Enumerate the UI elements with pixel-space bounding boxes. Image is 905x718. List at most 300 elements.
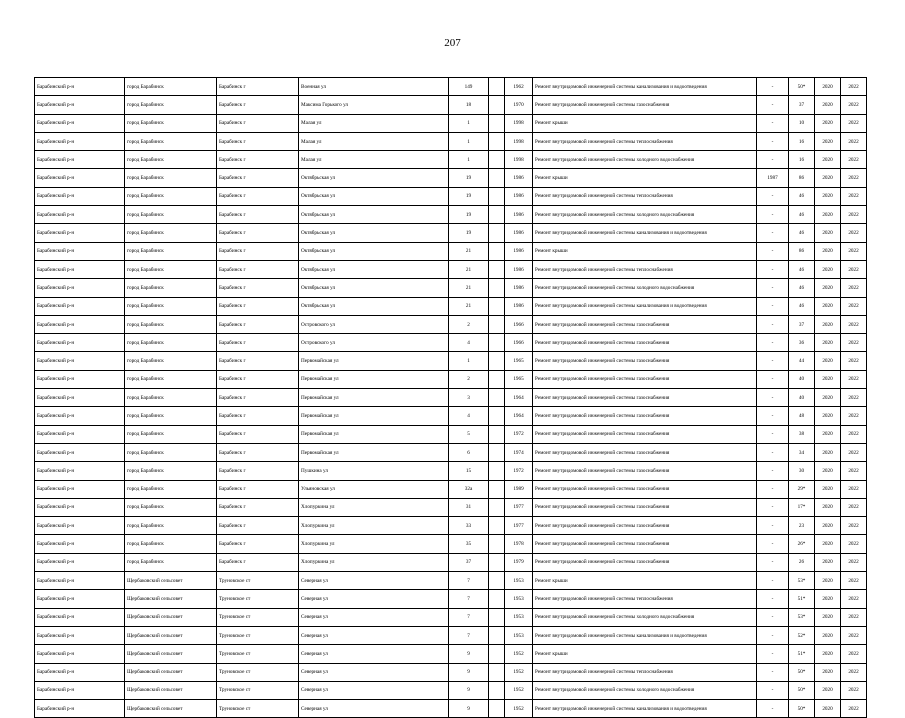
- street-cell: Октябрьская ул: [299, 187, 449, 205]
- work-type-cell: Ремонт внутридомовой инженерной системы газоснабжения: [533, 517, 757, 535]
- end-year-cell: 2022: [841, 626, 867, 644]
- work-type-cell: Ремонт внутридомовой инженерной системы газоснабжения: [533, 535, 757, 553]
- last-repair-year-cell: -: [757, 279, 789, 297]
- house-number-cell: 2: [449, 315, 489, 333]
- municipality-cell: город Барабинск: [125, 535, 217, 553]
- building-cell: [489, 645, 505, 663]
- district-cell: Барабинский р-н: [35, 626, 125, 644]
- house-number-cell: 32а: [449, 480, 489, 498]
- municipality-cell: город Барабинск: [125, 224, 217, 242]
- table-row: [35, 187, 867, 205]
- building-cell: [489, 443, 505, 461]
- building-cell: [489, 425, 505, 443]
- start-year-cell: 2020: [815, 279, 841, 297]
- wear-percent-cell: 16: [789, 151, 815, 169]
- table-row: [35, 700, 867, 718]
- table-row: [35, 132, 867, 150]
- house-number-cell: 21: [449, 279, 489, 297]
- last-repair-year-cell: -: [757, 114, 789, 132]
- house-number-cell: 31: [449, 498, 489, 516]
- work-type-cell: Ремонт внутридомовой инженерной системы газоснабжения: [533, 553, 757, 571]
- street-cell: Первомайская ул: [299, 443, 449, 461]
- work-type-cell: Ремонт внутридомовой инженерной системы теплоснабжения: [533, 590, 757, 608]
- table-row: [35, 389, 867, 407]
- table-row: [35, 462, 867, 480]
- settlement-cell: Барабинск г: [217, 389, 299, 407]
- building-cell: [489, 96, 505, 114]
- last-repair-year-cell: -: [757, 352, 789, 370]
- work-type-cell: Ремонт внутридомовой инженерной системы газоснабжения: [533, 370, 757, 388]
- settlement-cell: Барабинск г: [217, 334, 299, 352]
- end-year-cell: 2022: [841, 535, 867, 553]
- municipality-cell: город Барабинск: [125, 151, 217, 169]
- street-cell: Октябрьская ул: [299, 297, 449, 315]
- settlement-cell: Барабинск г: [217, 260, 299, 278]
- table-row: [35, 590, 867, 608]
- wear-percent-cell: 26*: [789, 535, 815, 553]
- building-cell: [489, 352, 505, 370]
- year-built-cell: 1972: [505, 462, 533, 480]
- start-year-cell: 2020: [815, 334, 841, 352]
- end-year-cell: 2022: [841, 187, 867, 205]
- building-cell: [489, 498, 505, 516]
- year-built-cell: 1972: [505, 425, 533, 443]
- street-cell: Малая ул: [299, 114, 449, 132]
- municipality-cell: город Барабинск: [125, 462, 217, 480]
- municipality-cell: Щербаковский сельсовет: [125, 663, 217, 681]
- table-row: [35, 608, 867, 626]
- district-cell: Барабинский р-н: [35, 151, 125, 169]
- settlement-cell: Барабинск г: [217, 517, 299, 535]
- start-year-cell: 2020: [815, 389, 841, 407]
- end-year-cell: 2022: [841, 608, 867, 626]
- wear-percent-cell: 50*: [789, 78, 815, 96]
- start-year-cell: 2020: [815, 151, 841, 169]
- district-cell: Барабинский р-н: [35, 334, 125, 352]
- wear-percent-cell: 10: [789, 114, 815, 132]
- year-built-cell: 1952: [505, 681, 533, 699]
- last-repair-year-cell: -: [757, 480, 789, 498]
- street-cell: Малая ул: [299, 151, 449, 169]
- work-type-cell: Ремонт крыши: [533, 572, 757, 590]
- municipality-cell: город Барабинск: [125, 352, 217, 370]
- wear-percent-cell: 17*: [789, 498, 815, 516]
- table-row: [35, 315, 867, 333]
- street-cell: Северная ул: [299, 608, 449, 626]
- municipality-cell: город Барабинск: [125, 553, 217, 571]
- year-built-cell: 1986: [505, 297, 533, 315]
- last-repair-year-cell: -: [757, 224, 789, 242]
- work-type-cell: Ремонт внутридомовой инженерной системы холодного водоснабжения: [533, 151, 757, 169]
- start-year-cell: 2020: [815, 663, 841, 681]
- district-cell: Барабинский р-н: [35, 114, 125, 132]
- year-built-cell: 1952: [505, 645, 533, 663]
- street-cell: Островского ул: [299, 315, 449, 333]
- house-number-cell: 19: [449, 206, 489, 224]
- building-cell: [489, 681, 505, 699]
- settlement-cell: Труновское ст: [217, 572, 299, 590]
- start-year-cell: 2020: [815, 260, 841, 278]
- wear-percent-cell: 46: [789, 224, 815, 242]
- start-year-cell: 2020: [815, 114, 841, 132]
- wear-percent-cell: 48: [789, 407, 815, 425]
- street-cell: Первомайская ул: [299, 352, 449, 370]
- work-type-cell: Ремонт крыши: [533, 242, 757, 260]
- settlement-cell: Барабинск г: [217, 370, 299, 388]
- house-number-cell: 1: [449, 352, 489, 370]
- end-year-cell: 2022: [841, 206, 867, 224]
- end-year-cell: 2022: [841, 352, 867, 370]
- municipality-cell: город Барабинск: [125, 132, 217, 150]
- start-year-cell: 2020: [815, 169, 841, 187]
- municipality-cell: город Барабинск: [125, 169, 217, 187]
- municipality-cell: город Барабинск: [125, 443, 217, 461]
- work-type-cell: Ремонт внутридомовой инженерной системы газоснабжения: [533, 334, 757, 352]
- street-cell: Хлопуркина ул: [299, 553, 449, 571]
- district-cell: Барабинский р-н: [35, 645, 125, 663]
- municipality-cell: Щербаковский сельсовет: [125, 608, 217, 626]
- start-year-cell: 2020: [815, 224, 841, 242]
- work-type-cell: Ремонт крыши: [533, 114, 757, 132]
- work-type-cell: Ремонт внутридомовой инженерной системы газоснабжения: [533, 425, 757, 443]
- table-row: [35, 114, 867, 132]
- year-built-cell: 1952: [505, 700, 533, 718]
- end-year-cell: 2022: [841, 553, 867, 571]
- start-year-cell: 2020: [815, 608, 841, 626]
- house-number-cell: 2: [449, 370, 489, 388]
- municipality-cell: город Барабинск: [125, 260, 217, 278]
- district-cell: Барабинский р-н: [35, 517, 125, 535]
- street-cell: Пушкина ул: [299, 462, 449, 480]
- start-year-cell: 2020: [815, 700, 841, 718]
- building-cell: [489, 535, 505, 553]
- table-row: [35, 498, 867, 516]
- last-repair-year-cell: -: [757, 443, 789, 461]
- end-year-cell: 2022: [841, 169, 867, 187]
- building-cell: [489, 590, 505, 608]
- house-number-cell: 19: [449, 224, 489, 242]
- last-repair-year-cell: -: [757, 242, 789, 260]
- work-type-cell: Ремонт внутридомовой инженерной системы канализования и водоотведения: [533, 700, 757, 718]
- settlement-cell: Барабинск г: [217, 242, 299, 260]
- work-type-cell: Ремонт крыши: [533, 645, 757, 663]
- last-repair-year-cell: -: [757, 535, 789, 553]
- wear-percent-cell: 53*: [789, 572, 815, 590]
- settlement-cell: Барабинск г: [217, 498, 299, 516]
- building-cell: [489, 260, 505, 278]
- end-year-cell: 2022: [841, 96, 867, 114]
- start-year-cell: 2020: [815, 352, 841, 370]
- district-cell: Барабинский р-н: [35, 425, 125, 443]
- last-repair-year-cell: -: [757, 498, 789, 516]
- last-repair-year-cell: -: [757, 151, 789, 169]
- municipality-cell: Щербаковский сельсовет: [125, 572, 217, 590]
- settlement-cell: Барабинск г: [217, 206, 299, 224]
- house-number-cell: 4: [449, 334, 489, 352]
- building-cell: [489, 315, 505, 333]
- end-year-cell: 2022: [841, 572, 867, 590]
- year-built-cell: 1998: [505, 114, 533, 132]
- work-type-cell: Ремонт внутридомовой инженерной системы газоснабжения: [533, 443, 757, 461]
- street-cell: Северная ул: [299, 700, 449, 718]
- building-cell: [489, 626, 505, 644]
- table-row: [35, 626, 867, 644]
- settlement-cell: Барабинск г: [217, 279, 299, 297]
- table-row: [35, 681, 867, 699]
- work-type-cell: Ремонт внутридомовой инженерной системы канализования и водоотведения: [533, 297, 757, 315]
- wear-percent-cell: 37: [789, 96, 815, 114]
- street-cell: Островского ул: [299, 334, 449, 352]
- municipality-cell: город Барабинск: [125, 315, 217, 333]
- work-type-cell: Ремонт внутридомовой инженерной системы канализования и водоотведения: [533, 626, 757, 644]
- building-cell: [489, 279, 505, 297]
- building-cell: [489, 407, 505, 425]
- house-number-cell: 37: [449, 553, 489, 571]
- municipality-cell: Щербаковский сельсовет: [125, 700, 217, 718]
- wear-percent-cell: 51*: [789, 645, 815, 663]
- street-cell: Октябрьская ул: [299, 206, 449, 224]
- settlement-cell: Барабинск г: [217, 132, 299, 150]
- year-built-cell: 1978: [505, 535, 533, 553]
- wear-percent-cell: 46: [789, 206, 815, 224]
- table-row: [35, 260, 867, 278]
- last-repair-year-cell: -: [757, 608, 789, 626]
- district-cell: Барабинский р-н: [35, 462, 125, 480]
- street-cell: Ульяновская ул: [299, 480, 449, 498]
- last-repair-year-cell: -: [757, 389, 789, 407]
- street-cell: Октябрьская ул: [299, 224, 449, 242]
- wear-percent-cell: 46: [789, 187, 815, 205]
- street-cell: Первомайская ул: [299, 425, 449, 443]
- wear-percent-cell: 16: [789, 132, 815, 150]
- end-year-cell: 2022: [841, 700, 867, 718]
- house-number-cell: 6: [449, 443, 489, 461]
- table-row: [35, 425, 867, 443]
- municipality-cell: город Барабинск: [125, 407, 217, 425]
- district-cell: Барабинский р-н: [35, 480, 125, 498]
- work-type-cell: Ремонт внутридомовой инженерной системы теплоснабжения: [533, 260, 757, 278]
- last-repair-year-cell: -: [757, 132, 789, 150]
- end-year-cell: 2022: [841, 132, 867, 150]
- work-type-cell: Ремонт внутридомовой инженерной системы газоснабжения: [533, 407, 757, 425]
- start-year-cell: 2020: [815, 187, 841, 205]
- municipality-cell: город Барабинск: [125, 279, 217, 297]
- house-number-cell: 1: [449, 151, 489, 169]
- district-cell: Барабинский р-н: [35, 389, 125, 407]
- work-type-cell: Ремонт внутридомовой инженерной системы газоснабжения: [533, 352, 757, 370]
- start-year-cell: 2020: [815, 498, 841, 516]
- house-number-cell: 4: [449, 407, 489, 425]
- municipality-cell: город Барабинск: [125, 370, 217, 388]
- street-cell: Максима Горького ул: [299, 96, 449, 114]
- year-built-cell: 1986: [505, 224, 533, 242]
- year-built-cell: 1952: [505, 663, 533, 681]
- wear-percent-cell: 86: [789, 242, 815, 260]
- page-number: 207: [444, 37, 461, 49]
- start-year-cell: 2020: [815, 572, 841, 590]
- street-cell: Первомайская ул: [299, 370, 449, 388]
- last-repair-year-cell: -: [757, 96, 789, 114]
- work-type-cell: Ремонт внутридомовой инженерной системы теплоснабжения: [533, 187, 757, 205]
- last-repair-year-cell: -: [757, 297, 789, 315]
- district-cell: Барабинский р-н: [35, 535, 125, 553]
- start-year-cell: 2020: [815, 407, 841, 425]
- end-year-cell: 2022: [841, 78, 867, 96]
- district-cell: Барабинский р-н: [35, 187, 125, 205]
- municipality-cell: город Барабинск: [125, 517, 217, 535]
- last-repair-year-cell: -: [757, 260, 789, 278]
- table-row: [35, 517, 867, 535]
- year-built-cell: 1965: [505, 352, 533, 370]
- wear-percent-cell: 46: [789, 279, 815, 297]
- street-cell: Хлопуркина ул: [299, 498, 449, 516]
- building-cell: [489, 700, 505, 718]
- end-year-cell: 2022: [841, 334, 867, 352]
- wear-percent-cell: 50*: [789, 700, 815, 718]
- table-body: [35, 78, 867, 718]
- street-cell: Северная ул: [299, 645, 449, 663]
- building-cell: [489, 663, 505, 681]
- house-number-cell: 9: [449, 700, 489, 718]
- work-type-cell: Ремонт внутридомовой инженерной системы канализования и водоотведения: [533, 78, 757, 96]
- building-cell: [489, 206, 505, 224]
- end-year-cell: 2022: [841, 260, 867, 278]
- table-row: [35, 78, 867, 96]
- house-number-cell: 33: [449, 517, 489, 535]
- municipality-cell: город Барабинск: [125, 114, 217, 132]
- wear-percent-cell: 53*: [789, 608, 815, 626]
- end-year-cell: 2022: [841, 114, 867, 132]
- street-cell: Северная ул: [299, 663, 449, 681]
- start-year-cell: 2020: [815, 645, 841, 663]
- table-row: [35, 169, 867, 187]
- house-number-cell: 21: [449, 297, 489, 315]
- wear-percent-cell: 37: [789, 315, 815, 333]
- year-built-cell: 1970: [505, 96, 533, 114]
- year-built-cell: 1966: [505, 334, 533, 352]
- wear-percent-cell: 40: [789, 370, 815, 388]
- district-cell: Барабинский р-н: [35, 370, 125, 388]
- start-year-cell: 2020: [815, 78, 841, 96]
- district-cell: Барабинский р-н: [35, 443, 125, 461]
- start-year-cell: 2020: [815, 480, 841, 498]
- wear-percent-cell: 30: [789, 462, 815, 480]
- house-number-cell: 21: [449, 260, 489, 278]
- street-cell: Хлопуркина ул: [299, 535, 449, 553]
- last-repair-year-cell: -: [757, 681, 789, 699]
- end-year-cell: 2022: [841, 151, 867, 169]
- start-year-cell: 2020: [815, 242, 841, 260]
- building-cell: [489, 78, 505, 96]
- house-number-cell: 3: [449, 389, 489, 407]
- house-number-cell: 7: [449, 590, 489, 608]
- district-cell: Барабинский р-н: [35, 407, 125, 425]
- settlement-cell: Барабинск г: [217, 535, 299, 553]
- end-year-cell: 2022: [841, 681, 867, 699]
- work-type-cell: Ремонт внутридомовой инженерной системы канализования и водоотведения: [533, 224, 757, 242]
- work-type-cell: Ремонт внутридомовой инженерной системы газоснабжения: [533, 96, 757, 114]
- last-repair-year-cell: 1987: [757, 169, 789, 187]
- end-year-cell: 2022: [841, 389, 867, 407]
- street-cell: Северная ул: [299, 626, 449, 644]
- street-cell: Октябрьская ул: [299, 169, 449, 187]
- wear-percent-cell: 50*: [789, 681, 815, 699]
- municipality-cell: город Барабинск: [125, 297, 217, 315]
- last-repair-year-cell: -: [757, 700, 789, 718]
- end-year-cell: 2022: [841, 297, 867, 315]
- settlement-cell: Труновское ст: [217, 663, 299, 681]
- district-cell: Барабинский р-н: [35, 681, 125, 699]
- district-cell: Барабинский р-н: [35, 553, 125, 571]
- street-cell: Октябрьская ул: [299, 242, 449, 260]
- municipality-cell: город Барабинск: [125, 206, 217, 224]
- municipality-cell: город Барабинск: [125, 96, 217, 114]
- work-type-cell: Ремонт внутридомовой инженерной системы газоснабжения: [533, 498, 757, 516]
- settlement-cell: Барабинск г: [217, 297, 299, 315]
- settlement-cell: Барабинск г: [217, 224, 299, 242]
- building-cell: [489, 242, 505, 260]
- wear-percent-cell: 26: [789, 553, 815, 571]
- building-cell: [489, 169, 505, 187]
- settlement-cell: Барабинск г: [217, 462, 299, 480]
- end-year-cell: 2022: [841, 663, 867, 681]
- end-year-cell: 2022: [841, 498, 867, 516]
- district-cell: Барабинский р-н: [35, 260, 125, 278]
- last-repair-year-cell: -: [757, 187, 789, 205]
- house-number-cell: 9: [449, 681, 489, 699]
- building-cell: [489, 572, 505, 590]
- start-year-cell: 2020: [815, 590, 841, 608]
- last-repair-year-cell: -: [757, 462, 789, 480]
- year-built-cell: 1965: [505, 370, 533, 388]
- start-year-cell: 2020: [815, 626, 841, 644]
- start-year-cell: 2020: [815, 132, 841, 150]
- settlement-cell: Барабинск г: [217, 443, 299, 461]
- year-built-cell: 1998: [505, 132, 533, 150]
- district-cell: Барабинский р-н: [35, 608, 125, 626]
- settlement-cell: Барабинск г: [217, 78, 299, 96]
- municipality-cell: город Барабинск: [125, 334, 217, 352]
- year-built-cell: 1989: [505, 480, 533, 498]
- end-year-cell: 2022: [841, 517, 867, 535]
- year-built-cell: 1986: [505, 279, 533, 297]
- district-cell: Барабинский р-н: [35, 663, 125, 681]
- house-number-cell: 149: [449, 78, 489, 96]
- start-year-cell: 2020: [815, 425, 841, 443]
- settlement-cell: Труновское ст: [217, 681, 299, 699]
- last-repair-year-cell: -: [757, 206, 789, 224]
- year-built-cell: 1964: [505, 407, 533, 425]
- municipality-cell: Щербаковский сельсовет: [125, 681, 217, 699]
- settlement-cell: Барабинск г: [217, 114, 299, 132]
- municipality-cell: город Барабинск: [125, 78, 217, 96]
- last-repair-year-cell: -: [757, 334, 789, 352]
- building-cell: [489, 608, 505, 626]
- settlement-cell: Барабинск г: [217, 315, 299, 333]
- repair-schedule-table: [34, 77, 867, 718]
- work-type-cell: Ремонт внутридомовой инженерной системы газоснабжения: [533, 315, 757, 333]
- building-cell: [489, 187, 505, 205]
- district-cell: Барабинский р-н: [35, 169, 125, 187]
- last-repair-year-cell: -: [757, 590, 789, 608]
- last-repair-year-cell: -: [757, 425, 789, 443]
- table-row: [35, 407, 867, 425]
- wear-percent-cell: 51*: [789, 590, 815, 608]
- year-built-cell: 1977: [505, 517, 533, 535]
- work-type-cell: Ремонт внутридомовой инженерной системы холодного водоснабжения: [533, 681, 757, 699]
- end-year-cell: 2022: [841, 242, 867, 260]
- building-cell: [489, 334, 505, 352]
